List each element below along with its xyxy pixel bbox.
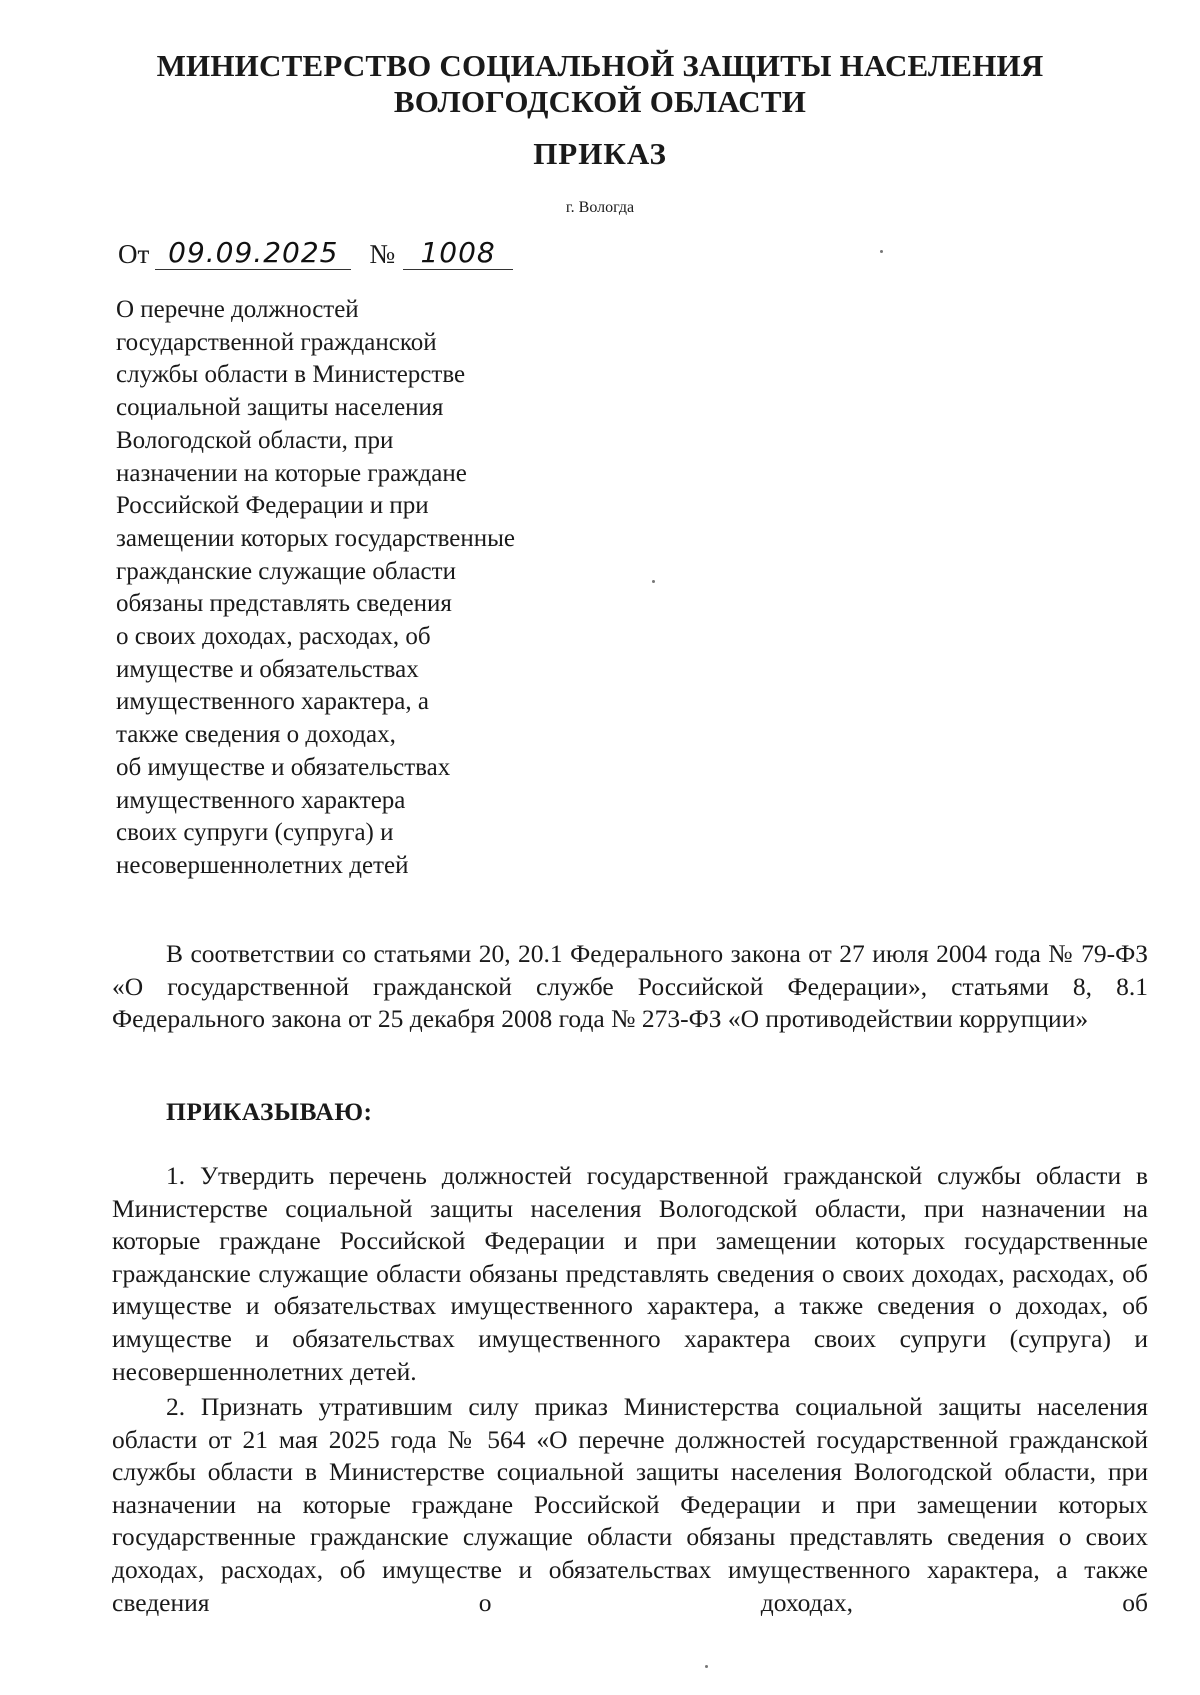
subject-line: Вологодской области, при [116, 426, 394, 454]
subject-line: государственной гражданской [116, 328, 437, 356]
decree-item-1-text: 1. Утвердить перечень должностей государственной гражданской службы области в Министерстве социальной защиты населения Вологодской области, при назначении на которые граждане Российской Федерации и при замещении которых государственные гражданские служащие области обязаны представлять сведения о своих доходах, расходах, об имуществе и обязательствах имущественного характера, а также сведения о доходах, об имуществе и обязательствах имущественного характера своих супруги (супруга) и несовершеннолетних детей. [112, 1161, 1148, 1386]
subject-line: об имуществе и обязательствах [116, 753, 451, 781]
ministry-name-line-1: МИНИСТЕРСТВО СОЦИАЛЬНОЙ ЗАЩИТЫ НАСЕЛЕНИЯ [156, 48, 1044, 83]
scan-speck [880, 250, 883, 253]
ministry-name-line-2: ВОЛОГОДСКОЙ ОБЛАСТИ [393, 84, 807, 119]
subject-line: социальной защиты населения [116, 394, 444, 422]
scan-speck [652, 580, 655, 583]
subject-line: о своих доходах, расходах, об [116, 623, 431, 651]
subject-line: своих супруги (супруга) и [116, 819, 394, 847]
subject-line: обязаны представлять сведения [116, 590, 452, 618]
decree-item-2-text: 2. Признать утратившим силу приказ Министерства социальной защиты населения области от 21 мая 2025 года № 564 «О перечне должностей государственной гражданской службы области в Министерстве социальной защиты населения Вологодской области, при назначении на которые граждане Российской Федерации и при замещении которых государственные гражданские служащие области обязаны представлять сведения о своих доходах, расходах, об имуществе и обязательствах имущественного характера, а также сведения о доходах, об [112, 1392, 1148, 1617]
order-subject [116, 294, 636, 883]
handwritten-number: 1008 [403, 236, 513, 270]
preamble-text: В соответствии со статьями 20, 20.1 Федерального закона от 27 июля 2004 года № 79-ФЗ «О государственной гражданской службе Российской Федерации», статьями 8, 8.1 Федерального закона от 25 декабря 2008 года № 273-ФЗ «О противодействии коррупции» [112, 939, 1148, 1034]
subject-line: службы области в Министерстве [116, 361, 466, 389]
subject-line: также сведения о доходах, [116, 721, 396, 749]
date-label: От [118, 239, 150, 269]
subject-line: назначении на которые граждане [116, 459, 467, 487]
subject-line: имущественного характера, а [116, 688, 429, 716]
subject-line: гражданские служащие области [116, 557, 456, 585]
subject-line: Российской Федерации и при [116, 492, 429, 520]
registration-row [118, 236, 513, 276]
handwritten-date: 09.09.2025 [155, 236, 351, 270]
decree-item-1 [112, 1160, 1148, 1388]
subject-line: несовершеннолетних детей [116, 851, 409, 879]
document-type-title: ПРИКАЗ [533, 136, 667, 171]
preamble-paragraph [112, 938, 1148, 1036]
subject-line: О перечне должностей [116, 296, 359, 323]
subject-line: замещении которых государственные [116, 524, 515, 552]
subject-line: имущественного характера [116, 786, 406, 814]
subject-line: имуществе и обязательствах [116, 655, 419, 683]
number-label: № [369, 239, 396, 269]
decree-item-2 [112, 1391, 1148, 1619]
city-label: г. Вологда [565, 199, 635, 216]
ministry-name [0, 48, 1200, 120]
scan-speck [705, 1665, 708, 1668]
decree-heading: ПРИКАЗЫВАЮ: [166, 1097, 373, 1126]
